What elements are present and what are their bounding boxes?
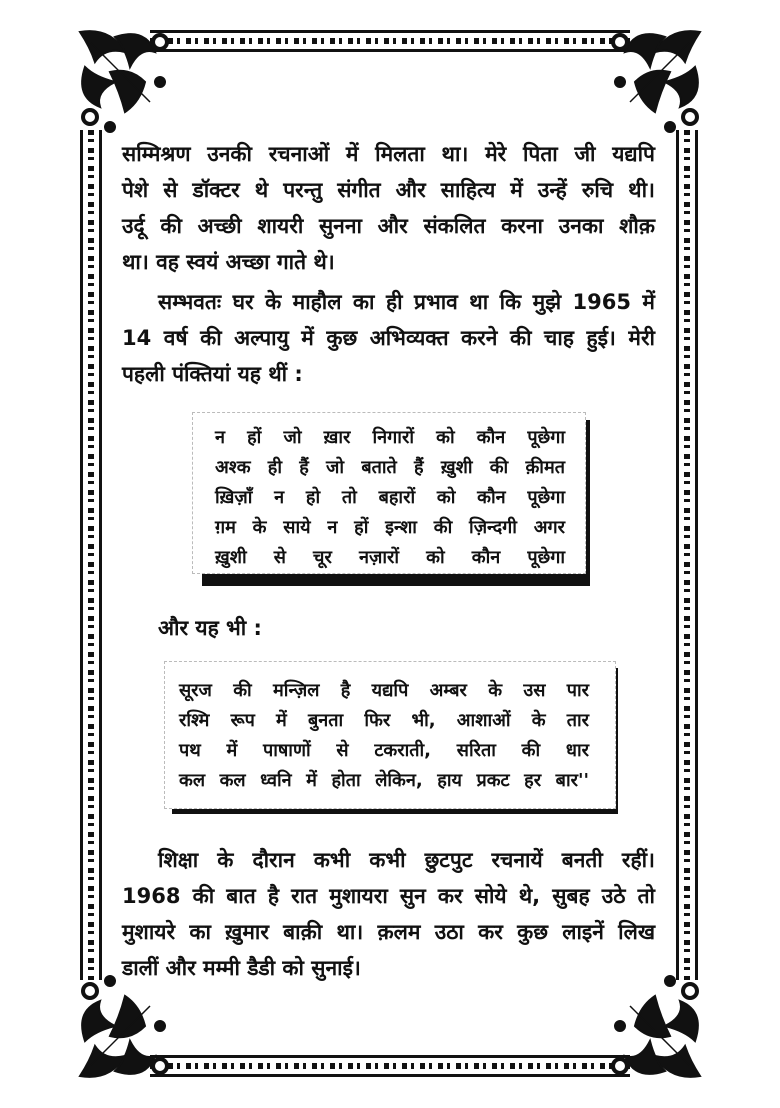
poem-line: न हों जो ख़ार निगारों को कौन पूछेगा xyxy=(215,427,565,448)
border-left xyxy=(80,130,102,980)
text-line: मुशायरे का ख़ुमार बाक़ी था। क़लम उठा कर कुछ लाइनें लिख xyxy=(122,920,655,944)
poem-line: ग़म के साये न हों इन्शा की ज़िन्दगी अगर xyxy=(215,517,565,538)
text-line: था। वह स्वयं अच्छा गाते थे। xyxy=(122,250,335,274)
text-line: सम्मिश्रण उनकी रचनाओं में मिलता था। मेरे पिता जी यद्यपि xyxy=(122,142,655,166)
text-line: डालीं और मम्मी डैडी को सुनाई। xyxy=(122,956,361,980)
text-line: शिक्षा के दौरान कभी कभी छुटपुट रचनायें बनती रहीं। xyxy=(158,848,655,872)
text-line: 1968 की बात है रात मुशायरा सुन कर सोये थे, सुबह उठे तो xyxy=(122,884,655,908)
paragraph-1 xyxy=(122,136,655,280)
poem-line: सूरज की मन्ज़िल है यद्यपि अम्बर के उस पार xyxy=(179,680,589,701)
ornament-corner-top-left-icon xyxy=(70,22,190,142)
paragraph-3 xyxy=(122,842,655,986)
ornament-corner-top-right-icon xyxy=(590,22,710,142)
border-bottom xyxy=(150,1055,630,1077)
text-line: सम्भवतः घर के माहौल का ही प्रभाव था कि मुझे 1965 में xyxy=(158,290,655,314)
poem-line: अश्क ही हैं जो बताते हैं ख़ुशी की क़ीमत xyxy=(215,457,565,478)
poem-line: रश्मि रूप में बुनता फिर भी, आशाओं के तार xyxy=(179,710,589,731)
text-line: पेशे से डॉक्टर थे परन्तु संगीत और साहित्य में उन्हें रुचि थी। xyxy=(122,178,655,202)
poem-1-box xyxy=(192,412,586,574)
poem-line: ख़िज़ाँ न हो तो बहारों को कौन पूछेगा xyxy=(215,487,565,508)
border-top xyxy=(150,30,630,52)
interlude-text: और यह भी : xyxy=(158,616,262,640)
poem-line: ख़ुशी से चूर नज़ारों को कौन पूछेगा xyxy=(215,547,565,568)
poem-line: पथ में पाषाणों से टकराती, सरिता की धार xyxy=(179,740,589,761)
text-line: उर्दू की अच्छी शायरी सुनना और संकलित करना उनका शौक़ xyxy=(122,214,655,238)
text-line: 14 वर्ष की अल्पायु में कुछ अभिव्यक्त करने की चाह हुई। मेरी xyxy=(122,326,655,350)
border-right xyxy=(676,130,698,980)
poem-line: कल कल ध्वनि में होता लेकिन, हाय प्रकट हर बार'' xyxy=(179,770,589,791)
text-line: पहली पंक्तियां यह थीं : xyxy=(122,362,303,386)
poem-2-box xyxy=(164,661,616,809)
paragraph-2 xyxy=(122,284,655,392)
